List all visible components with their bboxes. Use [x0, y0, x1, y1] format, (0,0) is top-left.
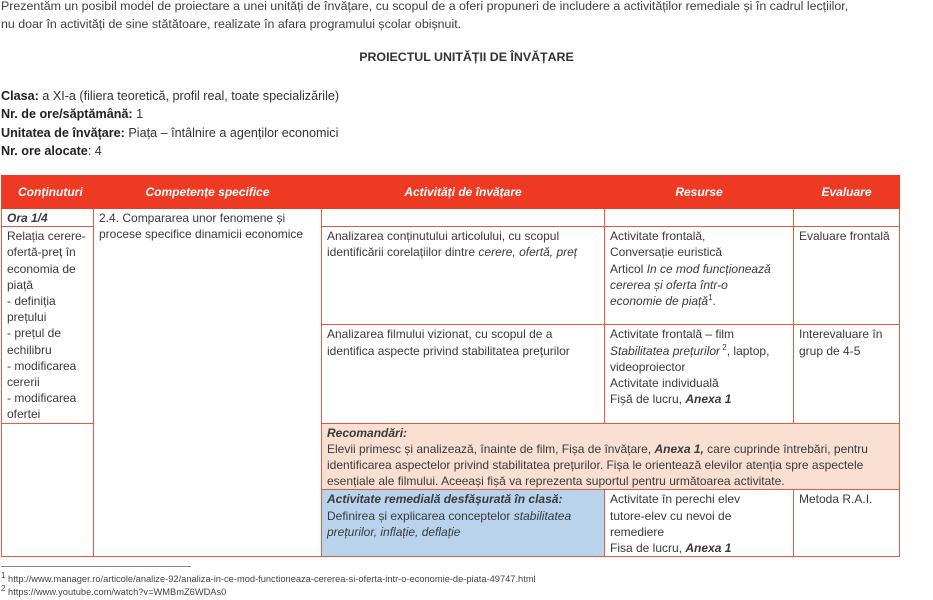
hours-label: Nr. de ore/săptămână: [1, 107, 133, 122]
remedial-activity-cell: Activitate remedială desfășurată în clasă: Definirea și explicarea conceptelor stabilitatea prețurilor, inflație, deflație [322, 490, 605, 557]
recommendations-cell: Recomandări: Elevii primesc și analizează, înainte de film, Fișa de învățare, Anexa 1, care cuprinde întrebări, pentru identificarea aspectelor privind stabilitatea prețurilor. Fișa le orientează elevilor atenția spre aspectele esențiale ale filmului. Aceeași fișă va reprezenta suportul pentru următoarea activitate. [322, 423, 900, 490]
continut-cell: Relația cerere- ofertă-preț în economia de piață - definiția prețului - prețul de echilibru - modificarea cererii - modificarea ofertei [2, 227, 94, 423]
ora-label: Ora 1/4 [2, 209, 94, 227]
footnote-divider [1, 566, 191, 567]
intro-line-2: nu doar în activități de sine stătătoare, realizate în afara programului școlar obișnuit. [1, 17, 462, 31]
resources-article: Activitate frontală, Conversație euristică Articol In ce mod funcționează cererea și oferta într-o economie de piață$^1$. [605, 227, 794, 325]
resources-remedial: Activitate în perechi elev tutore-elev cu nevoi de remediere Fisa de lucru, Anexa 1 [605, 490, 794, 557]
footnote-1: $^1$ http://www.manager.ro/articole/analize-92/analiza-in-ce-mod-functioneaza-cererea-si-oferta-intr-o-economie-de-piata-49747.html [1, 570, 536, 584]
evaluation-film: Interevaluare în grup de 4-5 [794, 325, 900, 423]
unit-value: Piața – întâlnire a agenților economici [124, 125, 339, 140]
unit-metadata [1, 87, 339, 160]
header-activitati: Activități de învățare [322, 176, 605, 209]
footnote-ref-2: 2 [720, 342, 727, 352]
table-header-row [2, 176, 900, 209]
header-continuturi: Conținuturi [2, 176, 94, 209]
competente-cell [94, 209, 322, 557]
allocated-hours-label: Nr. ore alocate [1, 143, 88, 158]
evaluation-article: Evaluare frontală [794, 227, 900, 325]
project-title: PROIECTUL UNITĂȚII DE ÎNVĂȚARE [359, 50, 574, 64]
unit-label: Unitatea de învățare: [1, 125, 125, 140]
unit-plan-table [1, 175, 900, 557]
competenta-text: 2.4. Compararea unor fenomene și procese specifice dinamicii economice [99, 211, 304, 242]
footnote-ref-1: 1 [708, 293, 713, 303]
intro-line-1: Prezentăm un posibil model de proiectare a unei unități de învățare, cu scopul de a oferi propuneri de includere a activităților remediale și în cadrul lecțiilor, [1, 0, 849, 13]
evaluation-remedial: Metoda R.A.I. [794, 490, 900, 557]
class-label: Clasa: [1, 89, 39, 103]
activity-article: Analizarea conținutului articolului, cu scopul identificării corelațiilor dintre cerere, ofertă, preț [322, 227, 605, 325]
hours-value: 1 [132, 107, 144, 122]
activity-film: Analizarea filmului vizionat, cu scopul de a identifica aspecte privind stabilitatea prețurilor [322, 325, 605, 423]
header-competente: Competențe specifice [94, 176, 322, 209]
table-row-ora [2, 209, 900, 227]
allocated-hours-value: : 4 [87, 143, 102, 158]
resources-film: Activitate frontală – film Stabilitatea prețurilor $^2$, laptop, videoproiector Activitate individuală Fișă de lucru, Anexa 1 [605, 325, 794, 423]
recommendations-title: Recomandări: [327, 425, 408, 440]
remedial-title: Activitate remedială desfășurată în clasă: [327, 492, 563, 507]
intro-paragraph [1, 0, 931, 33]
header-resurse: Resurse [605, 176, 794, 209]
class-value: a XI-a (filiera teoretică, profil real, toate specializările) [38, 89, 340, 103]
footnote-2: $^2$ https://www.youtube.com/watch?v=WMBmZ6WDAs0 [1, 583, 227, 597]
header-evaluare: Evaluare [794, 176, 900, 209]
